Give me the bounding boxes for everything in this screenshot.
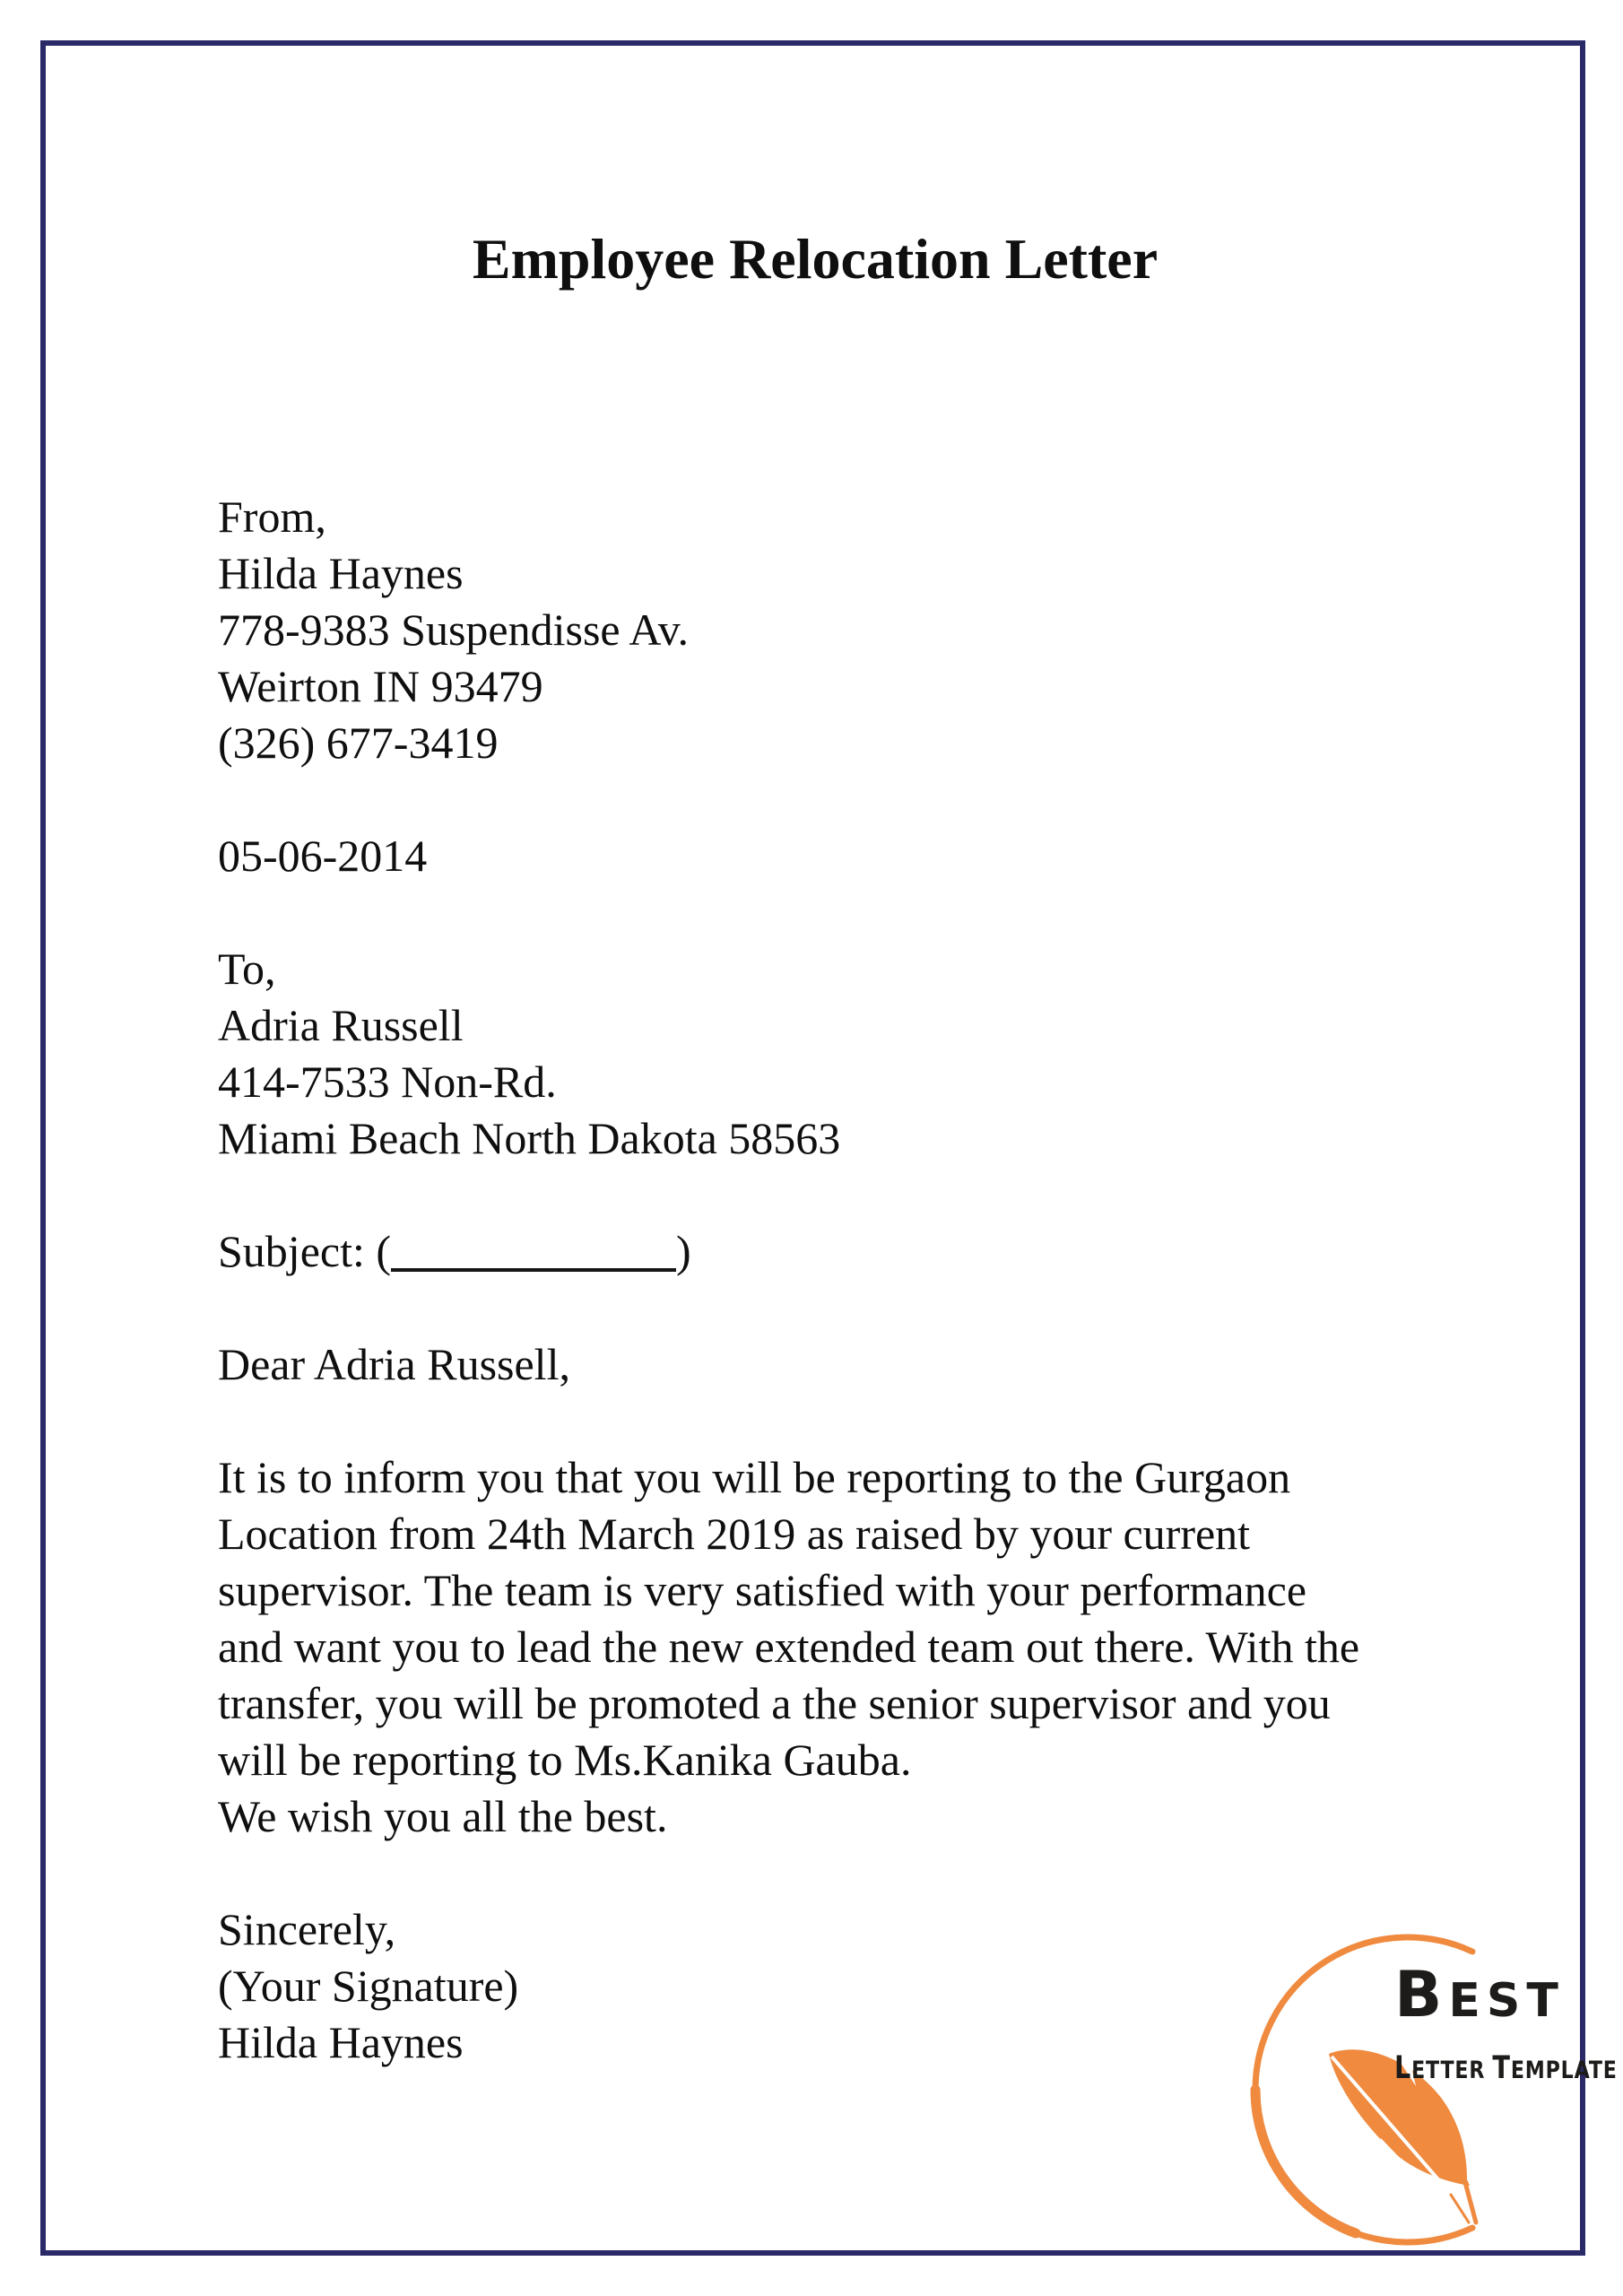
sender-address-block <box>218 489 689 771</box>
body-line: Location from 24th March 2019 as raised by your current <box>218 1509 1251 1559</box>
letter-title: Employee Relocation Letter <box>472 227 1159 291</box>
body-line: and want you to lead the new extended team out there. With the <box>218 1622 1360 1672</box>
closing-block <box>218 1901 518 2071</box>
closing-signature-placeholder: (Your Signature) <box>218 1961 519 2011</box>
best-letter-template-logo <box>1248 1921 1618 2251</box>
logo-subtitle-word2: TEMPLATE <box>1492 2050 1618 2086</box>
body-line: transfer, you will be promoted a the senior supervisor and you <box>218 1678 1331 1728</box>
sender-name: Hilda Haynes <box>218 548 464 598</box>
sender-phone: (326) 677-3419 <box>218 718 499 768</box>
letter-body <box>218 1449 1359 1845</box>
recipient-city: Miami Beach North Dakota 58563 <box>218 1113 841 1163</box>
closing-sincerely: Sincerely, <box>218 1904 396 1954</box>
sender-street: 778-9383 Suspendisse Av. <box>218 604 689 655</box>
subject-prefix: Subject: ( <box>218 1226 392 1276</box>
logo-subtitle <box>1394 2050 1618 2086</box>
subject-suffix: ) <box>676 1226 691 1276</box>
subject-line <box>218 1223 691 1280</box>
body-line: We wish you all the best. <box>218 1791 668 1841</box>
subject-blank-underline <box>391 1259 676 1272</box>
logo-brand: BEST <box>1394 1958 1565 2031</box>
salutation: Dear Adria Russell, <box>218 1339 570 1389</box>
recipient-street: 414-7533 Non-Rd. <box>218 1057 557 1107</box>
to-label: To, <box>218 944 276 994</box>
logo-subtitle-word1: LETTER <box>1394 2050 1486 2086</box>
recipient-name: Adria Russell <box>218 1000 464 1050</box>
body-line: will be reporting to Ms.Kanika Gauba. <box>218 1735 912 1785</box>
recipient-address-block <box>218 941 840 1167</box>
logo-text <box>1394 1958 1623 2086</box>
body-line: It is to inform you that you will be reporting to the Gurgaon <box>218 1452 1291 1502</box>
circle-arc-thick-segment <box>1255 2090 1356 2233</box>
closing-sender-name: Hilda Haynes <box>218 2017 464 2067</box>
letter-content <box>218 0 1412 2071</box>
from-label: From, <box>218 491 326 542</box>
letter-date: 05-06-2014 <box>218 831 428 881</box>
body-line: supervisor. The team is very satisfied with your performance <box>218 1565 1307 1615</box>
sender-city: Weirton IN 93479 <box>218 661 543 711</box>
feather-stem-barb <box>1451 2195 1469 2222</box>
